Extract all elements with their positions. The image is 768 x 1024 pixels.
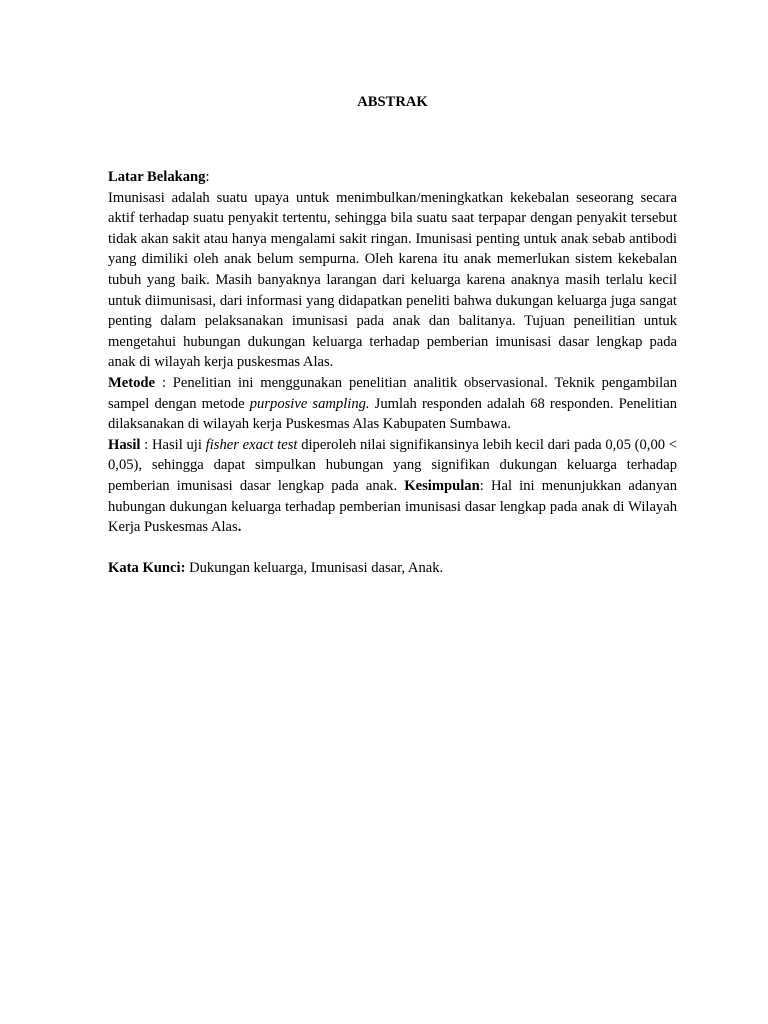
section-gap — [108, 538, 677, 559]
method-italic-term: purposive sampling. — [249, 395, 370, 412]
conclusion-heading: Kesimpulan — [404, 477, 480, 494]
result-heading: Hasil — [108, 436, 141, 453]
background-heading: Latar Belakang — [108, 169, 206, 185]
result-paragraph — [108, 435, 677, 538]
method-heading: Metode — [108, 374, 156, 391]
keywords-paragraph — [108, 558, 677, 579]
result-text-2: diperoleh nilai signifikansinya lebih kecil dari pada 0,05 (0,00 < 0,05), sehingga dapat simpulkan hubungan yang signifikan dukungan keluarga terhadap pemberian imunisasi dasar lengkap pada anak. — [108, 436, 678, 494]
page-title: ABSTRAK — [357, 94, 428, 110]
keywords-text: Dukungan keluarga, Imunisasi dasar, Anak. — [185, 560, 444, 577]
method-paragraph — [108, 373, 677, 435]
result-text-1: : Hasil uji — [140, 436, 206, 453]
keywords-heading: Kata Kunci: — [108, 560, 186, 577]
background-heading-suffix: : — [205, 169, 210, 185]
background-heading-line — [108, 167, 677, 188]
abstract-page — [108, 92, 677, 579]
result-italic-term: fisher exact test — [205, 436, 298, 453]
method-text-2: Jumlah responden adalah 68 responden. Penelitian dilaksanakan di wilayah kerja Puskesmas Alas Kabupaten Sumbawa. — [108, 395, 677, 433]
background-paragraph: Imunisasi adalah suatu upaya untuk menimbulkan/meningkatkan kekebalan seseorang secara aktif terhadap suatu penyakit tertentu, sehingga bila suatu saat terpapar dengan penyakit tersebut tidak akan sakit atau hanya mengalami sakit ringan. Imunisasi penting untuk anak sebab antibodi yang dimiliki oleh anak belum sempurna. Oleh karena itu anak memerlukan sistem kekebalan tubuh yang baik. Masih banyaknya larangan dari keluarga karena anaknya masih terlalu kecil untuk diimunisasi, dari informasi yang didapatkan peneliti bahwa dukungan keluarga juga sangat penting dalam pelaksanakan imunisasi pada anak dan balitanya. Tujuan peneilitian untuk mengetahui hubungan dukungan keluarga terhadap pemberian imunisasi dasar lengkap pada anak di wilayah kerja puskesmas Alas. — [108, 189, 677, 371]
title-spacer — [108, 112, 677, 167]
conclusion-text: : Hal ini menunjukkan adanyan hubungan dukungan keluarga terhadap pemberian imunisasi dasar lengkap pada anak di Wilayah Kerja Puskesmas Alas — [108, 477, 677, 536]
conclusion-end: . — [237, 519, 242, 536]
method-text-1: : Penelitian ini menggunakan penelitian analitik observasional. Teknik pengambilan sampel dengan metode — [108, 374, 677, 412]
